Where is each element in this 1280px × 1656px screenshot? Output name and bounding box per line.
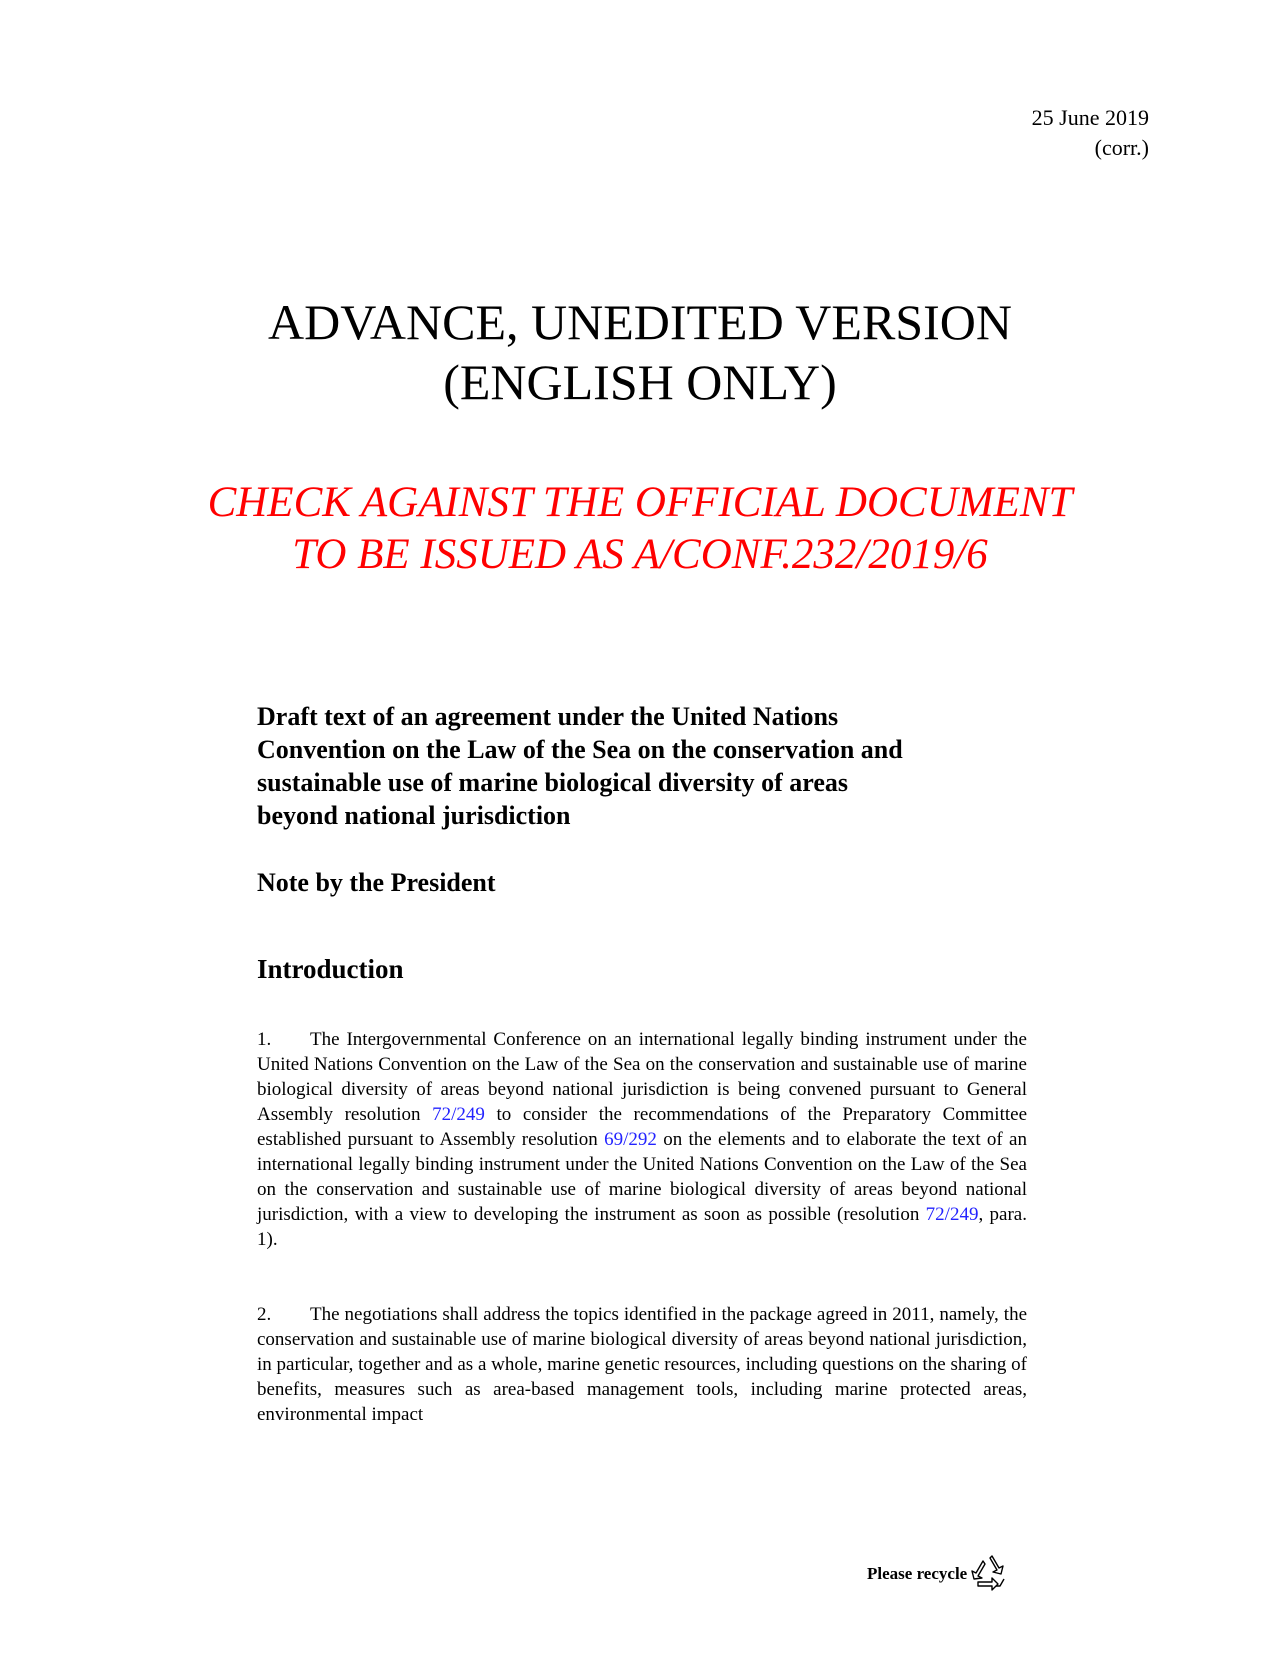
paragraph-text: The Intergovernmental Conference on an international legally binding instrument under the United Nations Convention on the Law of the Sea on the conservation and sustainable use of marine biological diversity of areas beyond national jurisdiction is being convened pursuant to General Assembly resolution — [257, 1029, 1027, 1125]
correction-note: (corr.) — [1094, 135, 1149, 160]
advance-version-banner — [0, 292, 1280, 412]
paragraph-text: to consider the recommendations of the Preparatory Committee established pursuant to Assembly resolution — [257, 1104, 1027, 1150]
official-document-warning — [0, 477, 1280, 581]
warning-line-1: CHECK AGAINST THE OFFICIAL DOCUMENT — [207, 479, 1073, 526]
resolution-link-72-249[interactable]: 72/249 — [432, 1104, 485, 1125]
paragraph-number: 1. — [257, 1029, 272, 1050]
paragraph-text: The negotiations shall address the topics identified in the package agreed in 2011, namely, the conservation and sustainable use of marine biological diversity of areas beyond national jurisdiction, in particular, together and as a whole, marine genetic resources, including questions on the sharing of benefits, measures such as area-based management tools, including marine protected areas, environmental impact — [257, 1304, 1027, 1425]
title-line: sustainable use of marine biological diversity of areas — [257, 768, 849, 797]
paragraph-text: on the elements and to elaborate the text of an international legally binding instrument under the United Nations Convention on the Law of the Sea on the conservation and sustainable use of marine biological diversity of areas beyond national jurisdiction, with a view to developing the instrument as soon as possible (resolution — [257, 1129, 1027, 1225]
title-line: beyond national jurisdiction — [257, 801, 571, 830]
document-subtitle: Note by the President — [257, 868, 496, 897]
recycle-label: Please recycle — [867, 1564, 968, 1583]
warning-line-2: TO BE ISSUED AS A/CONF.232/2019/6 — [292, 531, 988, 578]
document-date: 25 June 2019 — [1031, 105, 1149, 130]
title-line: Convention on the Law of the Sea on the conservation and — [257, 735, 903, 764]
recycle-icon — [970, 1555, 1010, 1593]
paragraph-text: , para. 1). — [257, 1204, 1027, 1250]
resolution-link-69-292[interactable]: 69/292 — [604, 1129, 657, 1150]
section-heading: Introduction — [257, 954, 404, 984]
paragraph-1 — [257, 1027, 1027, 1252]
paragraph-2 — [257, 1302, 1027, 1427]
banner-line-2: (ENGLISH ONLY) — [443, 354, 837, 410]
document-date-block — [1032, 103, 1149, 163]
footer-recycle — [867, 1555, 1010, 1593]
document-title — [257, 700, 1017, 832]
resolution-link-72-249[interactable]: 72/249 — [925, 1204, 979, 1225]
title-line: Draft text of an agreement under the United Nations — [257, 702, 839, 731]
paragraph-number: 2. — [257, 1304, 272, 1325]
banner-line-1: ADVANCE, UNEDITED VERSION — [268, 294, 1012, 350]
